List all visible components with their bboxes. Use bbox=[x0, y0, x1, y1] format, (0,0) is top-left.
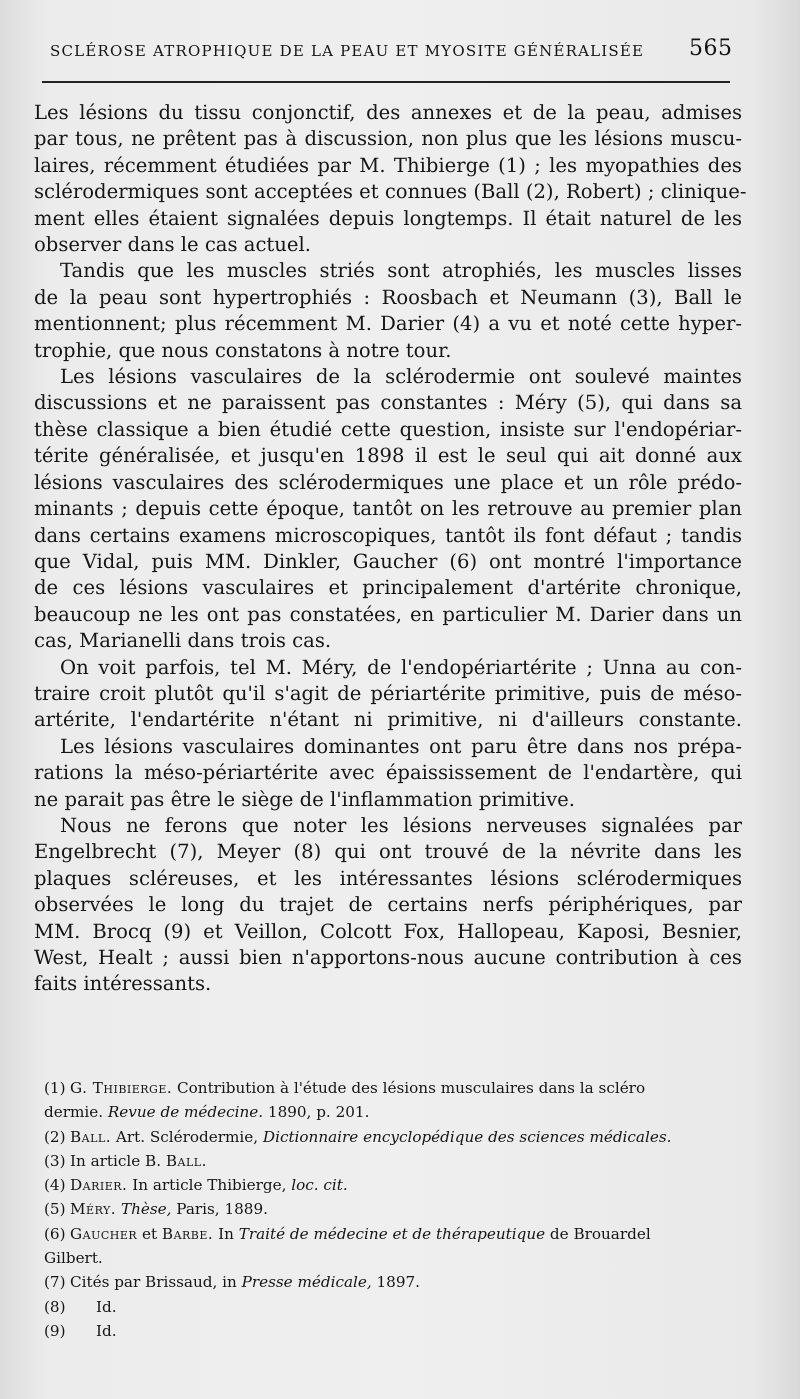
body-line: beaucoup ne les ont pas constatées, en particulier M. Darier dans un bbox=[34, 602, 742, 626]
footnote-1-cont: dermie. Revue de médecine. 1890, p. 201. bbox=[44, 1103, 370, 1122]
body-line: Engelbrecht (7), Meyer (8) qui ont trouvé de la névrite dans les bbox=[34, 840, 742, 864]
body-line: Les lésions vasculaires de la sclérodermie ont soulevé maintes bbox=[60, 365, 742, 389]
body-line: dans certains examens microscopiques, tantôt ils font défaut ; tandis bbox=[34, 523, 742, 547]
body-line: de la peau sont hypertrophiés : Roosbach et Neumann (3), Ball le bbox=[34, 285, 742, 309]
body-line: observées le long du trajet de certains nerfs périphériques, par bbox=[34, 893, 742, 917]
body-text bbox=[34, 100, 747, 998]
body-line: discussions et ne paraissent pas constantes : Méry (5), qui dans sa bbox=[34, 391, 742, 415]
footnote-5: (5) Méry. Thèse, Paris, 1889. bbox=[44, 1200, 268, 1219]
footnote-9: (9) Id. bbox=[44, 1321, 117, 1340]
footnote-1: (1) G. Thibierge. Contribution à l'étude des lésions musculaires dans la scléro bbox=[44, 1079, 646, 1097]
page-number: 565 bbox=[689, 36, 733, 61]
running-title: SCLÉROSE ATROPHIQUE DE LA PEAU ET MYOSITE GÉNÉRALISÉE bbox=[50, 42, 645, 60]
body-line: laires, récemment étudiées par M. Thibierge (1) ; les myopathies des bbox=[34, 153, 742, 177]
body-line: Nous ne ferons que noter les lésions nerveuses signalées par bbox=[60, 813, 742, 837]
body-line: thèse classique a bien étudié cette question, insiste sur l'endopériar- bbox=[34, 417, 742, 441]
body-line: lésions vasculaires des sclérodermiques une place et un rôle prédo- bbox=[34, 470, 742, 494]
body-line: MM. Brocq (9) et Veillon, Colcott Fox, Hallopeau, Kaposi, Besnier, bbox=[34, 919, 742, 943]
body-line: observer dans le cas actuel. bbox=[34, 233, 312, 257]
body-line: On voit parfois, tel M. Méry, de l'endopériartérite ; Unna au con- bbox=[60, 655, 742, 679]
header-rule bbox=[42, 81, 730, 83]
body-line: faits intéressants. bbox=[34, 972, 212, 996]
body-line: mentionnent; plus récemment M. Darier (4) a vu et noté cette hyper- bbox=[34, 312, 742, 336]
footnote-2: (2) Ball. Art. Sclérodermie, Dictionnaire encyclopédique des sciences médicales. bbox=[44, 1127, 672, 1146]
footnote-4: (4) Darier. In article Thibierge, loc. cit. bbox=[44, 1176, 348, 1195]
body-line: ment elles étaient signalées depuis longtemps. Il était naturel de les bbox=[34, 206, 742, 230]
body-line: sclérodermiques sont acceptées et connues (Ball (2), Robert) ; clinique- bbox=[34, 180, 747, 204]
footnote-7: (7) Cités par Brissaud, in Presse médicale, 1897. bbox=[44, 1273, 420, 1292]
body-line: Les lésions du tissu conjonctif, des annexes et de la peau, admises bbox=[34, 101, 742, 124]
body-line: cas, Marianelli dans trois cas. bbox=[34, 629, 332, 653]
footnote-6-cont: Gilbert. bbox=[44, 1249, 103, 1268]
body-line: traire croit plutôt qu'il s'agit de périartérite primitive, puis de méso- bbox=[34, 681, 742, 705]
body-line: artérite, l'endartérite n'étant ni primitive, ni d'ailleurs constante. bbox=[34, 708, 742, 732]
footnote-6: (6) Gaucher et Barbe. In Traité de médecine et de thérapeutique de Brouardel bbox=[44, 1224, 651, 1243]
body-line: que Vidal, puis MM. Dinkler, Gaucher (6) ont montré l'importance bbox=[34, 549, 742, 573]
footnote-3: (3) In article B. Ball. bbox=[44, 1151, 207, 1170]
page-header bbox=[0, 36, 800, 76]
body-line: Tandis que les muscles striés sont atrophiés, les muscles lisses bbox=[60, 259, 742, 283]
body-line: ne parait pas être le siège de l'inflammation primitive. bbox=[34, 787, 575, 811]
body-line: Les lésions vasculaires dominantes ont paru être dans nos prépa- bbox=[60, 734, 742, 758]
body-line: minants ; depuis cette époque, tantôt on les retrouve au premier plan bbox=[34, 497, 742, 521]
body-line: de ces lésions vasculaires et principalement d'artérite chronique, bbox=[34, 576, 742, 600]
body-line: West, Healt ; aussi bien n'apportons-nous aucune contribution à ces bbox=[34, 946, 742, 969]
body-line: rations la méso-périartérite avec épaississement de l'endartère, qui bbox=[34, 761, 742, 785]
footnote-8: (8) Id. bbox=[44, 1297, 117, 1316]
body-line: par tous, ne prêtent pas à discussion, non plus que les lésions muscu- bbox=[34, 127, 742, 151]
body-line: térite généralisée, et jusqu'en 1898 il est le seul qui ait donné aux bbox=[34, 444, 742, 468]
body-line: trophie, que nous constatons à notre tour. bbox=[34, 338, 452, 362]
footnotes bbox=[44, 1076, 754, 1343]
body-line: plaques scléreuses, et les intéressantes lésions sclérodermiques bbox=[34, 866, 742, 890]
